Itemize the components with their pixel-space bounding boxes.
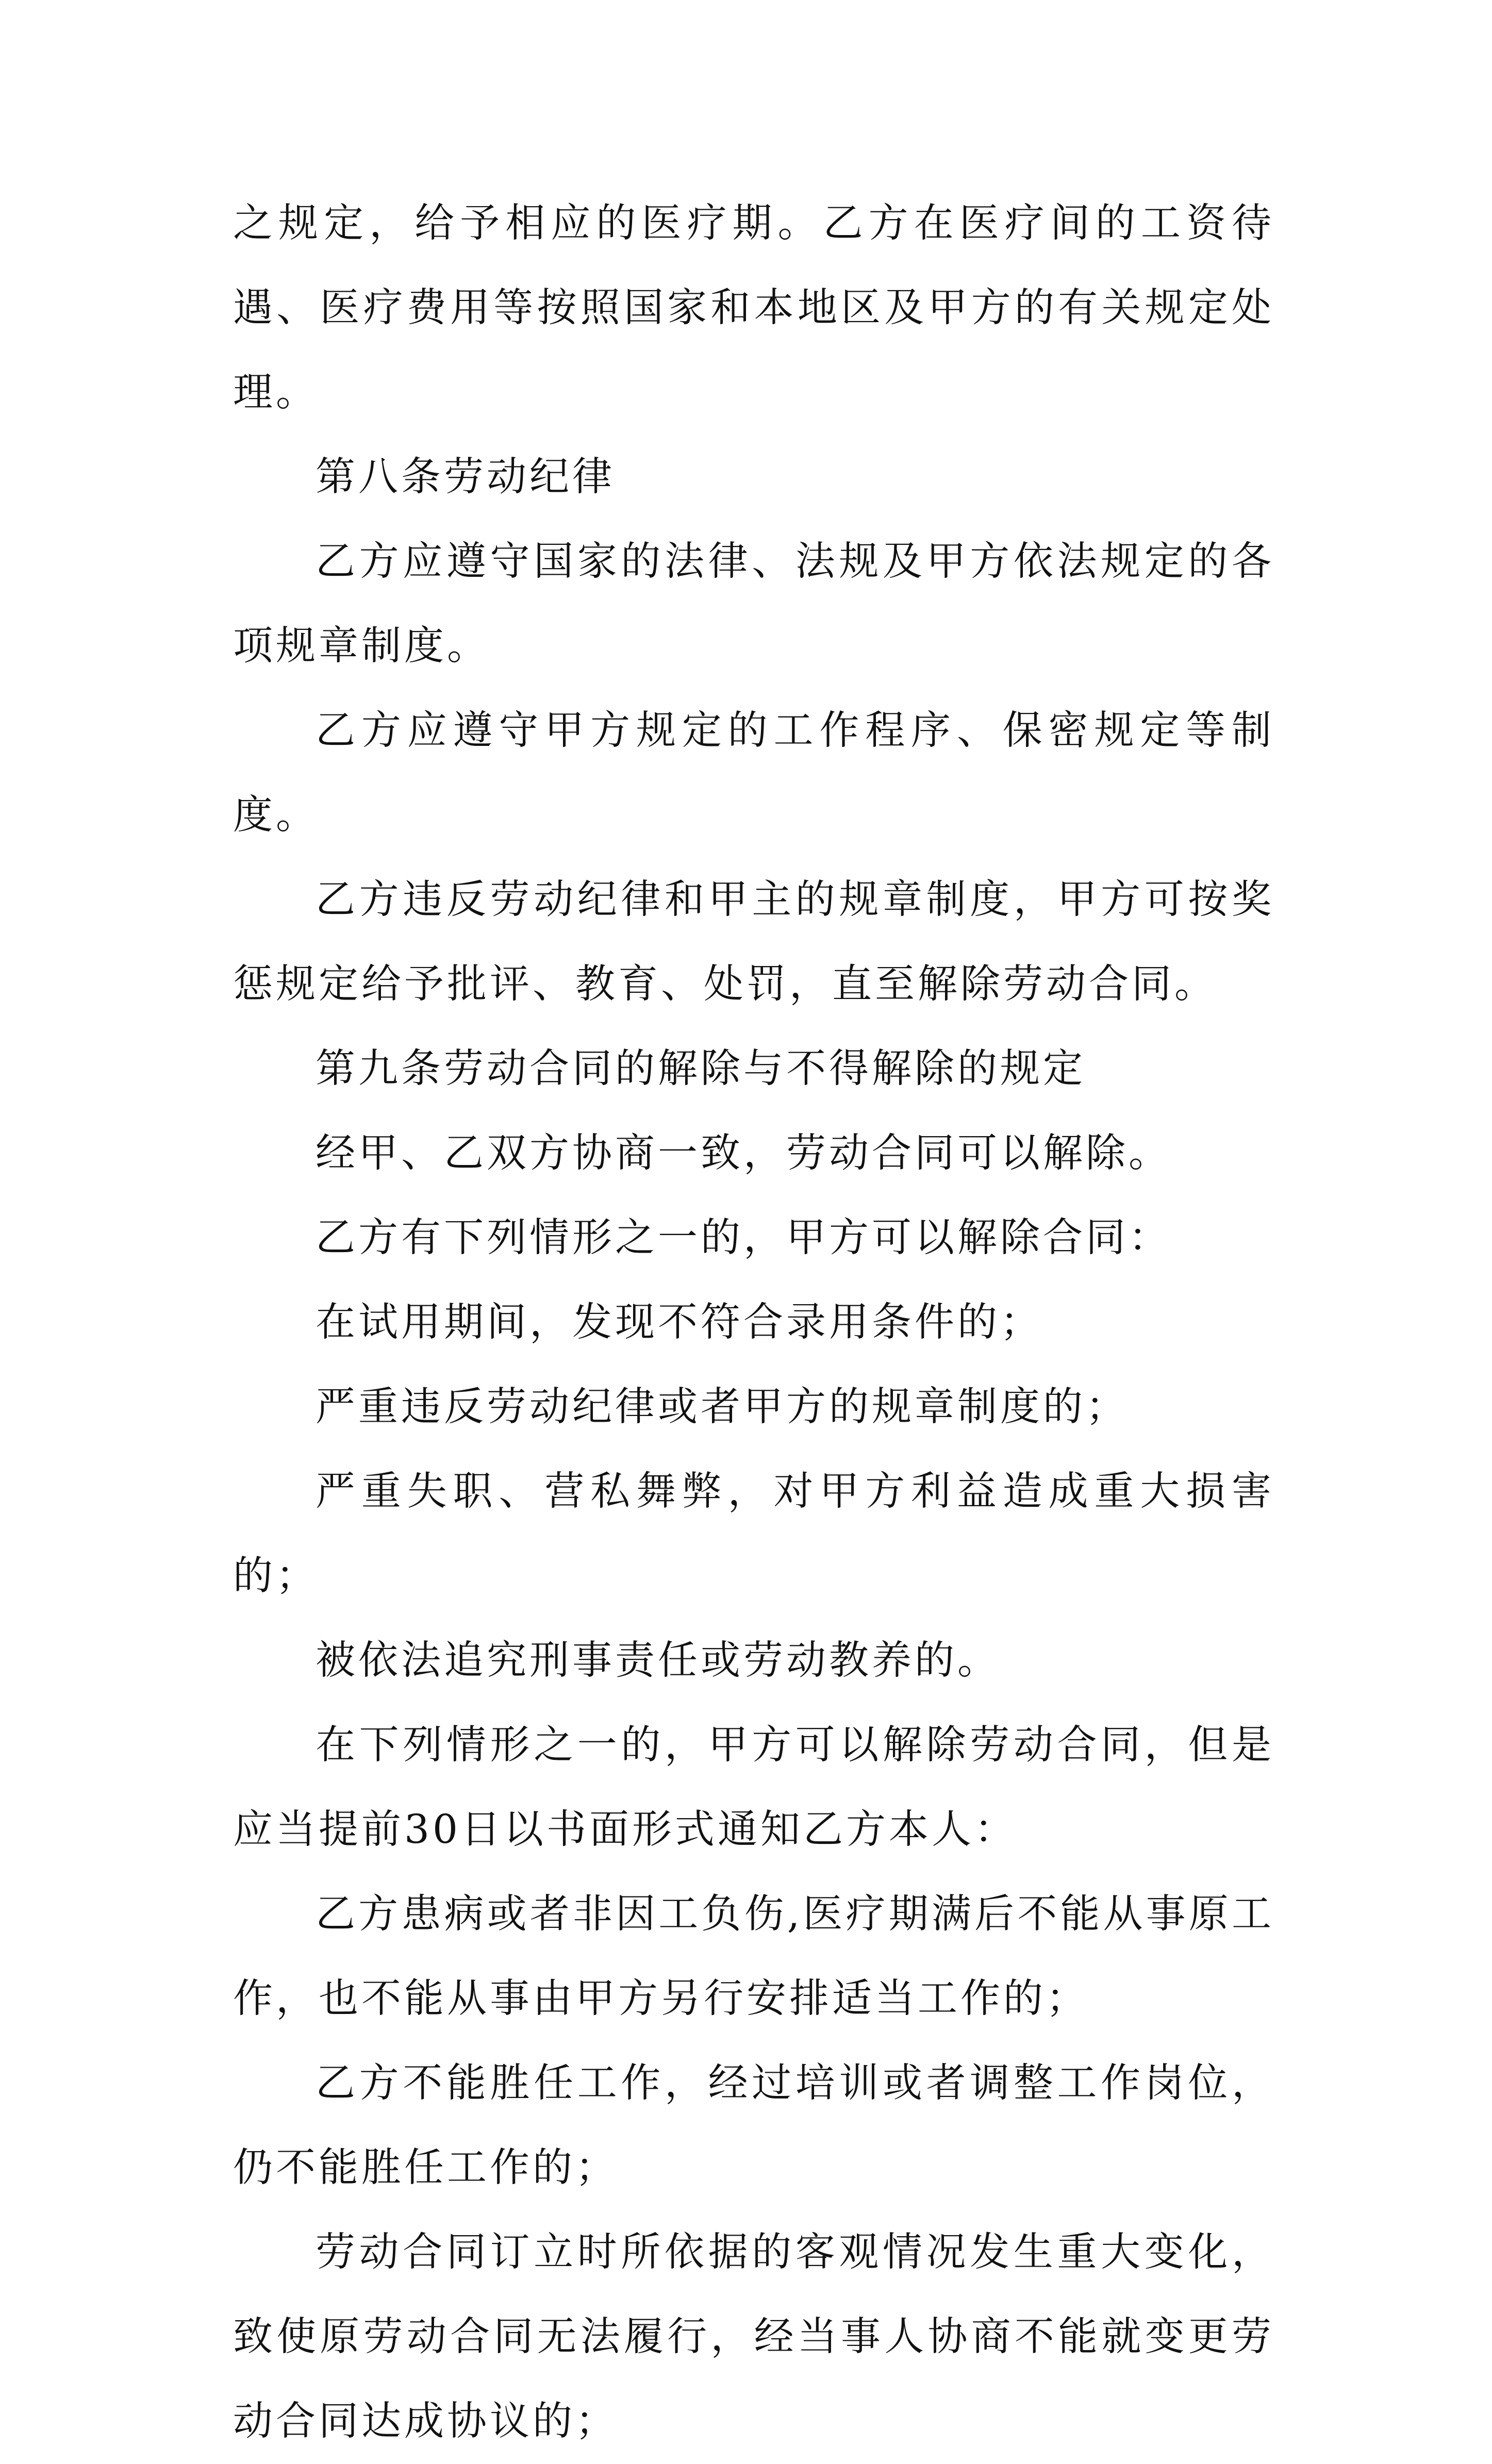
paragraph-mutual-termination: 经甲、乙双方协商一致，劳动合同可以解除。 (316, 1130, 1171, 1176)
list-item-dereliction: 严重失职、营私舞弊，对甲方利益造成重大损害的； (233, 1469, 1274, 1599)
list-item-probation: 在试用期间，发现不符合录用条件的； (316, 1300, 1043, 1345)
list-item-serious-violation: 严重违反劳动纪律或者甲方的规章制度的； (316, 1384, 1129, 1430)
list-item-illness: 乙方患病或者非因工负伤,医疗期满后不能从事原工作，也不能从事由甲方另行安排适当工作的； (233, 1891, 1274, 2022)
paragraph-termination-conditions: 乙方有下列情形之一的，甲方可以解除合同： (316, 1215, 1171, 1261)
list-item-criminal-liability: 被依法追究刑事责任或劳动教养的。 (316, 1638, 1000, 1684)
document-body (233, 181, 1274, 2464)
paragraph-medical-period-continued: 之规定，给予相应的医疗期。乙方在医疗间的工资待遇、医疗费用等按照国家和本地区及甲方的有关规定处理。 (233, 201, 1274, 415)
heading-article-9: 第九条劳动合同的解除与不得解除的规定 (316, 1046, 1086, 1092)
paragraph-violation-penalty: 乙方违反劳动纪律和甲主的规章制度，甲方可按奖惩规定给予批评、教育、处罚，直至解除劳动合同。 (233, 877, 1274, 1007)
paragraph-obey-procedures: 乙方应遵守甲方规定的工作程序、保密规定等制度。 (233, 708, 1274, 838)
heading-article-8: 第八条劳动纪律 (316, 454, 615, 500)
paragraph-30-day-notice: 在下列情形之一的，甲方可以解除劳动合同，但是应当提前30日以书面形式通知乙方本人： (233, 1722, 1274, 1853)
list-item-changed-circumstances: 劳动合同订立时所依据的客观情况发生重大变化，致使原劳动合同无法履行，经当事人协商不能就变更劳动合同达成协议的； (233, 2229, 1274, 2444)
list-item-incompetence: 乙方不能胜任工作，经过培训或者调整工作岗位，仍不能胜任工作的； (233, 2060, 1274, 2191)
paragraph-obey-laws: 乙方应遵守国家的法律、法规及甲方依法规定的各项规章制度。 (233, 539, 1274, 669)
